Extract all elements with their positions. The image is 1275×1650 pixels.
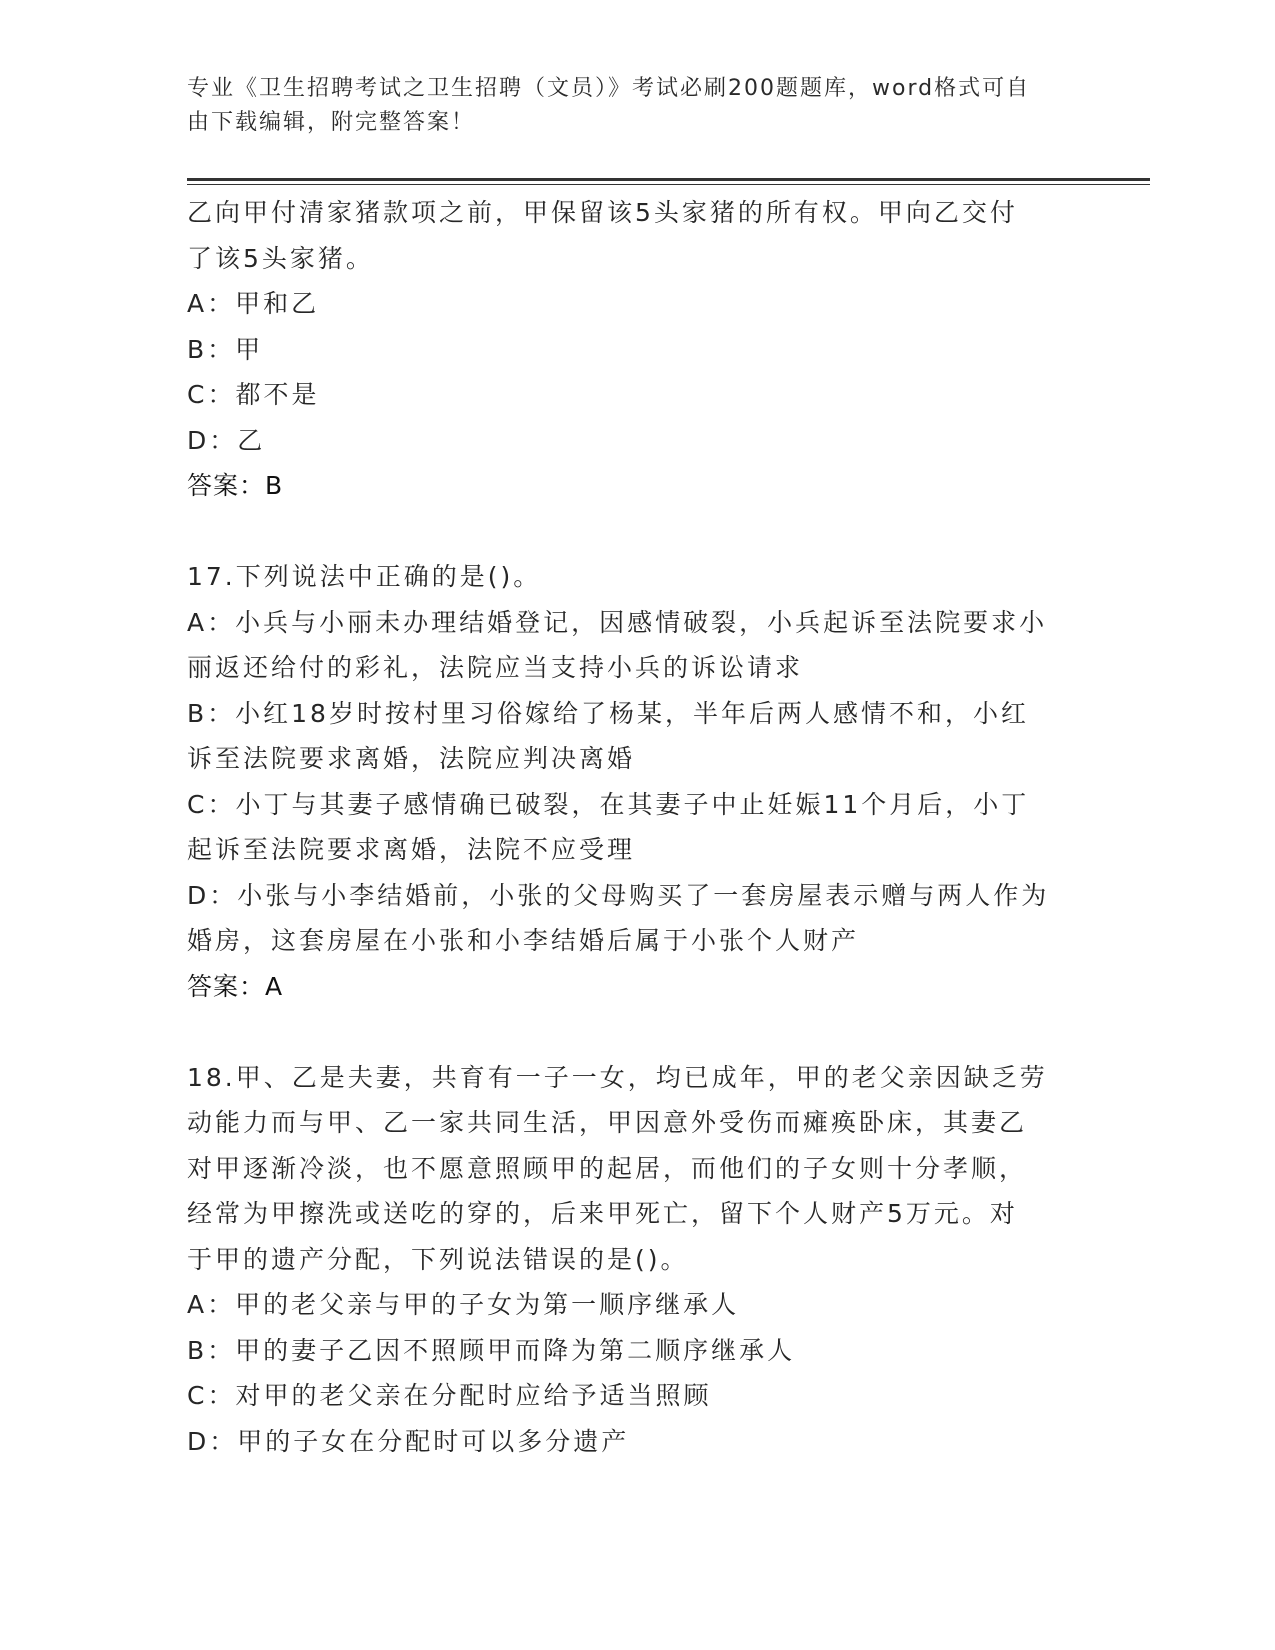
answer-line: 答案：B bbox=[187, 471, 284, 500]
option-b: B：甲 bbox=[187, 334, 264, 364]
option-b: B：甲的妻子乙因不照顾甲而降为第二顺序继承人 bbox=[187, 1335, 796, 1365]
question-17 bbox=[187, 554, 1067, 1009]
question-spacer bbox=[187, 509, 1067, 555]
option-a-line-2: 丽返还给付的彩礼，法院应当支持小兵的诉讼请求 bbox=[187, 653, 804, 682]
header-line-2: 由下载编辑，附完整答案！ bbox=[187, 110, 476, 135]
option-a: A：甲的老父亲与甲的子女为第一顺序继承人 bbox=[187, 1290, 740, 1319]
question-stem-line: 17.下列说法中正确的是()。 bbox=[187, 562, 542, 591]
option-d: D：甲的子女在分配时可以多分遗产 bbox=[187, 1426, 630, 1456]
header-divider-thick bbox=[187, 178, 1150, 181]
question-stem-line: 对甲逐渐冷淡，也不愿意照顾甲的起居，而他们的子女则十分孝顺， bbox=[187, 1153, 1028, 1183]
question-stem-line: 18.甲、乙是夫妻，共育有一子一女，均已成年，甲的老父亲因缺乏劳 bbox=[187, 1062, 1048, 1092]
question-stem-line: 动能力而与甲、乙一家共同生活，甲因意外受伤而瘫痪卧床，其妻乙 bbox=[187, 1108, 1028, 1137]
question-stem-line: 乙向甲付清家猪款项之前，甲保留该5头家猪的所有权。甲向乙交付 bbox=[187, 198, 1018, 227]
option-b-line-2: 诉至法院要求离婚，法院应判决离婚 bbox=[187, 744, 636, 773]
option-c-line-1: C：小丁与其妻子感情确已破裂，在其妻子中止妊娠11个月后，小丁 bbox=[187, 789, 1030, 819]
option-c-line-2: 起诉至法院要求离婚，法院不应受理 bbox=[187, 835, 636, 864]
document-body bbox=[187, 190, 1067, 1464]
option-a-line-1: A：小兵与小丽未办理结婚登记，因感情破裂，小兵起诉至法院要求小 bbox=[187, 607, 1048, 637]
question-stem-line: 于甲的遗产分配，下列说法错误的是()。 bbox=[187, 1244, 689, 1274]
document-header bbox=[187, 72, 1067, 140]
option-d: D：乙 bbox=[187, 425, 266, 455]
header-divider-thin bbox=[187, 184, 1150, 185]
option-c: C：对甲的老父亲在分配时应给予适当照顾 bbox=[187, 1381, 712, 1410]
question-18 bbox=[187, 1055, 1067, 1465]
question-stem-line: 了该5头家猪。 bbox=[187, 243, 374, 273]
option-a: A：甲和乙 bbox=[187, 289, 320, 318]
question-16-continued bbox=[187, 190, 1067, 509]
option-d-line-1: D：小张与小李结婚前，小张的父母购买了一套房屋表示赠与两人作为 bbox=[187, 880, 1050, 910]
question-spacer bbox=[187, 1009, 1067, 1055]
question-stem-line: 经常为甲擦洗或送吃的穿的，后来甲死亡，留下个人财产5万元。对 bbox=[187, 1199, 1018, 1228]
header-line-1: 专业《卫生招聘考试之卫生招聘（文员）》考试必刷200题题库，word格式可自 bbox=[187, 76, 1031, 101]
option-d-line-2: 婚房，这套房屋在小张和小李结婚后属于小张个人财产 bbox=[187, 926, 860, 955]
answer-line: 答案：A bbox=[187, 971, 284, 1001]
option-b-line-1: B：小红18岁时按村里习俗嫁给了杨某，半年后两人感情不和，小红 bbox=[187, 698, 1029, 728]
option-c: C：都不是 bbox=[187, 380, 320, 409]
